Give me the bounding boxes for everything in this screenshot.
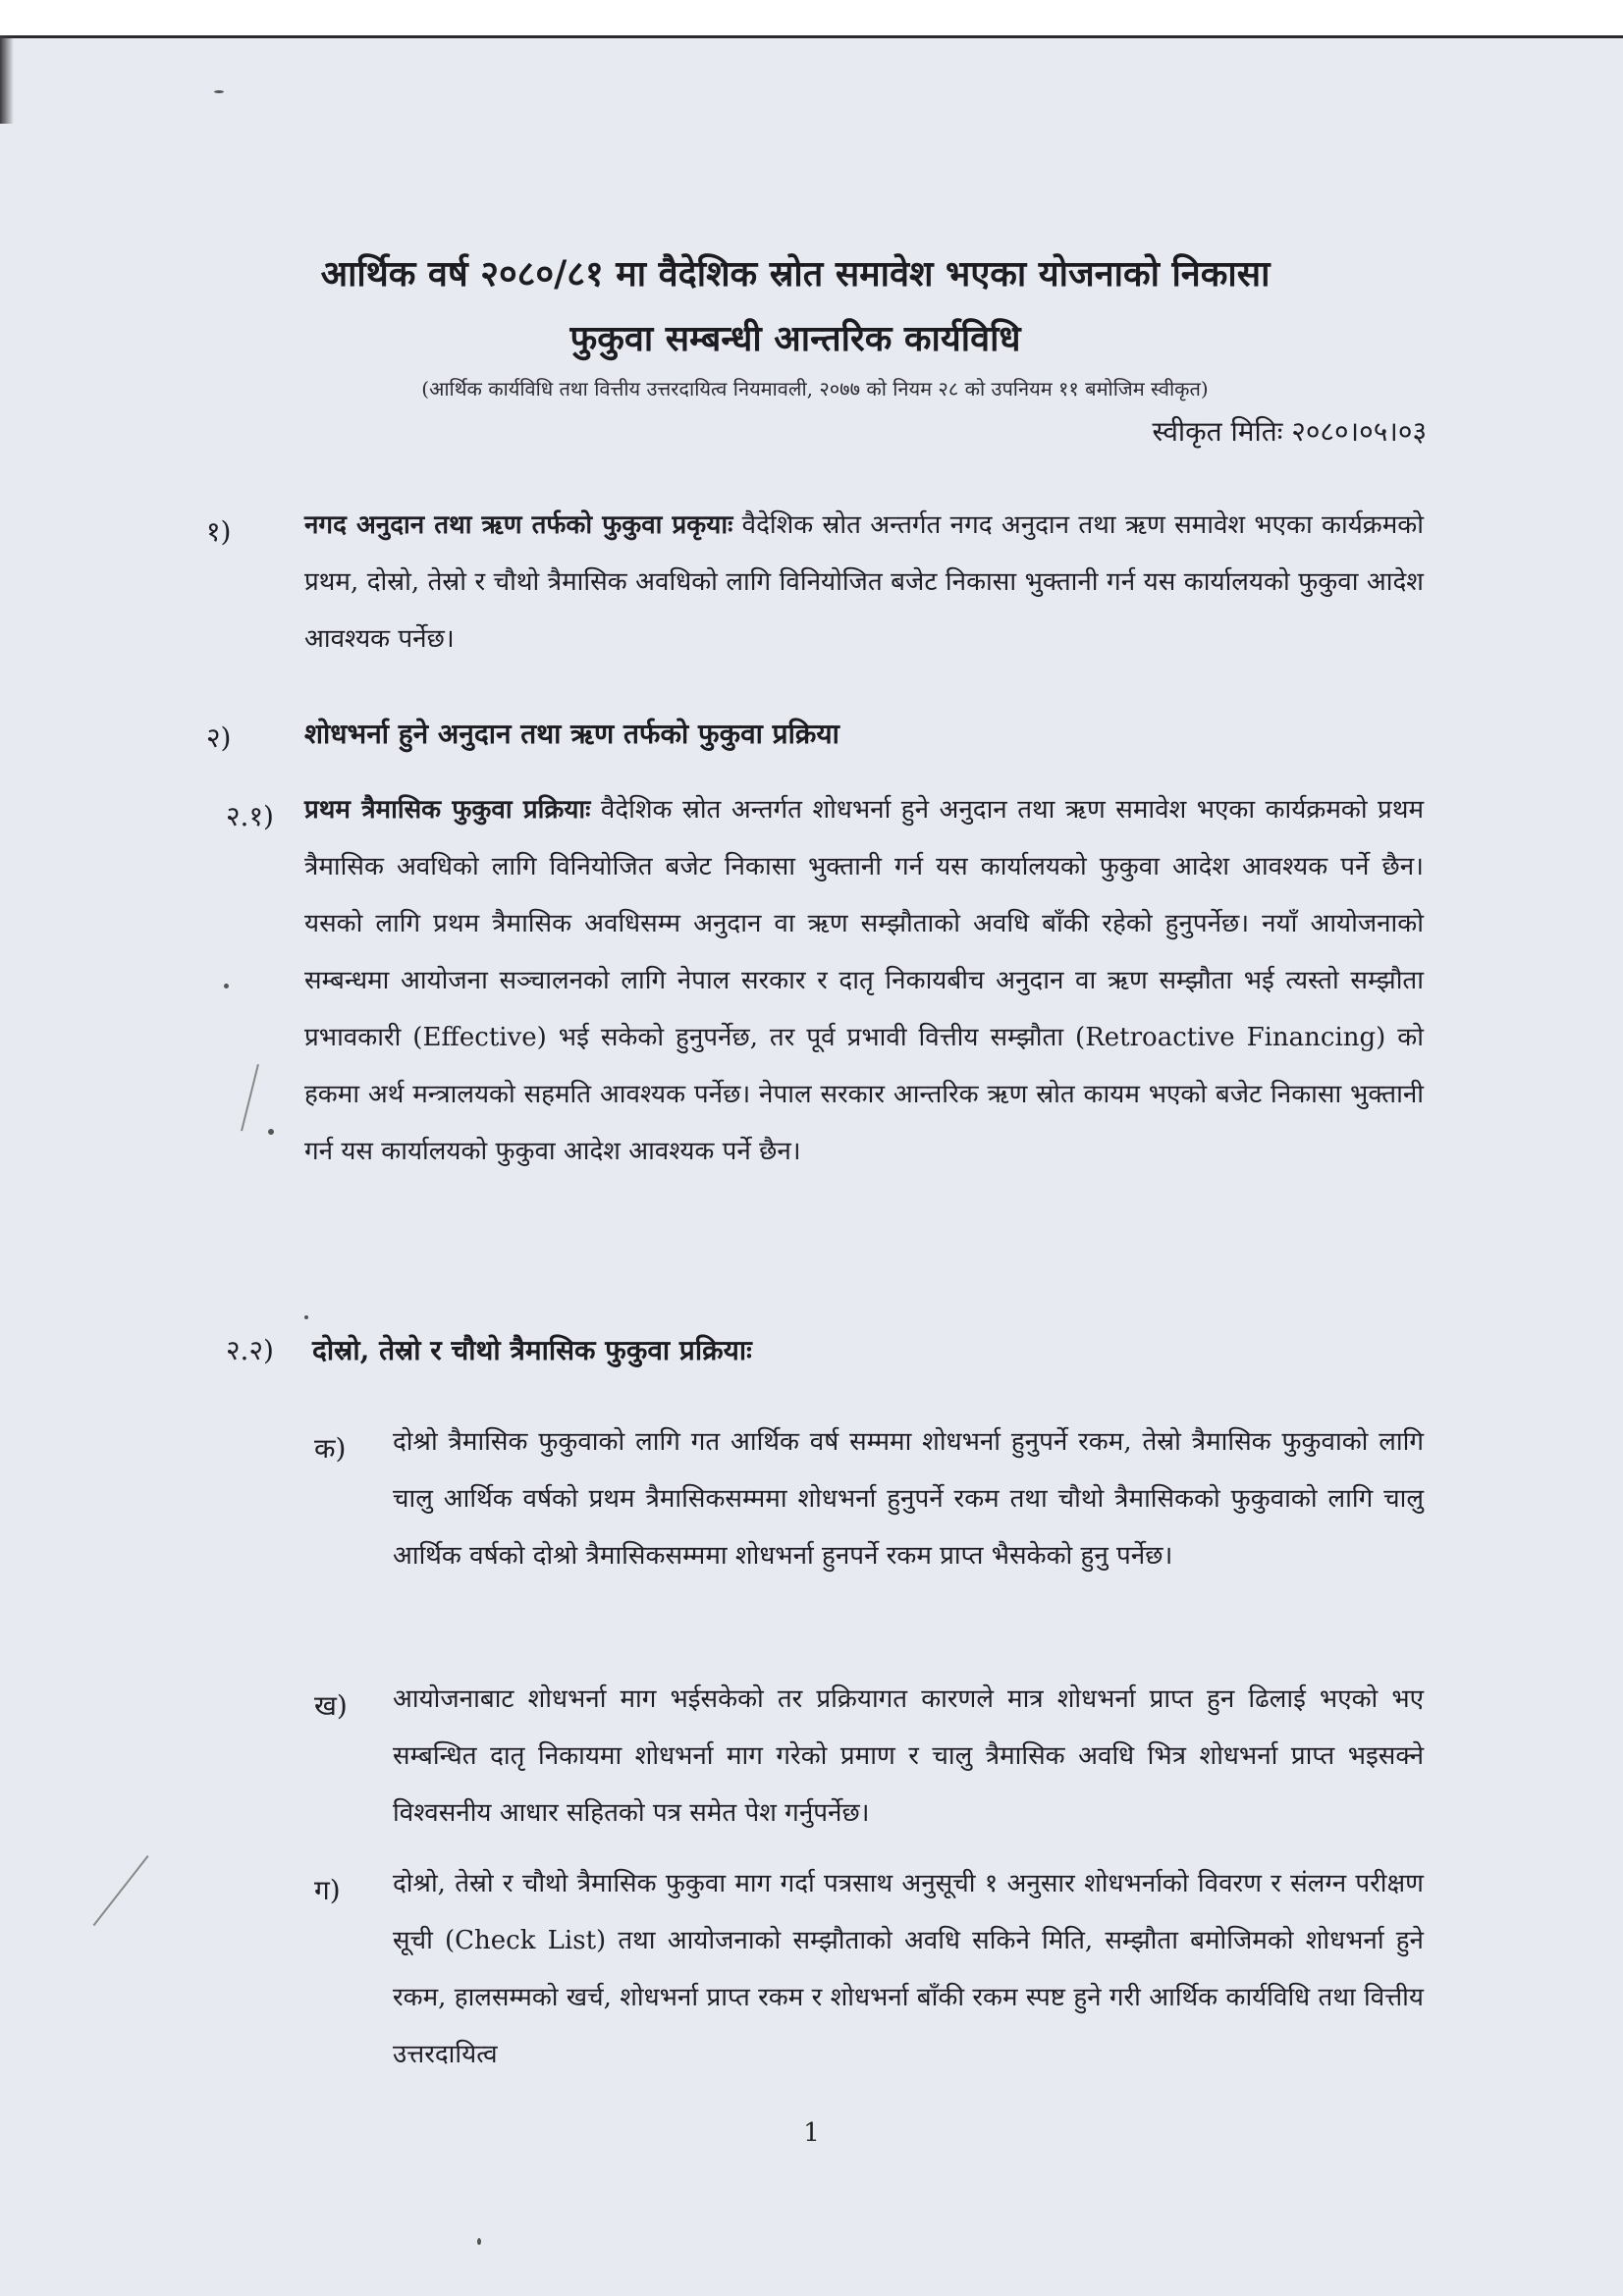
- section-1-paragraph: [304, 497, 1424, 667]
- section-1-number: १): [206, 515, 232, 548]
- section-2-heading: शोधभर्ना हुने अनुदान तथा ऋण तर्फको फुकुवा प्रक्रिया: [304, 718, 839, 750]
- approved-date: स्वीकृत मितिः २०८०।०५।०३: [1152, 415, 1427, 448]
- item-ga-label: ग): [314, 1874, 341, 1906]
- document-title-line-1: आर्थिक वर्ष २०८०/८१ मा वैदेशिक स्रोत समावेश भएका योजनाको निकासा: [320, 253, 1271, 294]
- document-subtitle: (आर्थिक कार्यविधि तथा वित्तीय उत्तरदायित्व नियमावली, २०७७ को नियम २८ को उपनियम ११ बमोजिम स्वीकृत): [421, 377, 1209, 400]
- page-number: 1: [803, 2118, 820, 2148]
- document-title-line-2: फुकुवा सम्बन्धी आन्तरिक कार्यविधि: [569, 318, 1021, 359]
- subsection-2-1-number: २.१): [226, 800, 274, 832]
- scan-speck: [224, 984, 229, 988]
- subsection-2-1-paragraph: [304, 781, 1424, 1180]
- scan-speck: [477, 2238, 481, 2245]
- section-1-text: वैदेशिक स्रोत अन्तर्गत नगद अनुदान तथा ऋण समावेश भएका कार्यक्रमको प्रथम, दोस्रो, तेस्रो र चौथो त्रैमासिक अवधिको लागि विनियोजित बजेट निकासा भुक्तानी गर्न यस कार्यालयको फुकुवा आदेश आवश्यक पर्नेछ।: [304, 510, 1425, 654]
- subsection-2-1-text: वैदेशिक स्रोत अन्तर्गत शोधभर्ना हुने अनुदान तथा ऋण समावेश भएका कार्यक्रमको प्रथम त्रैमासिक अवधिको लागि विनियोजित बजेट निकासा भुक्तानी गर्न यस कार्यालयको फुकुवा आदेश आवश्यक पर्ने छैन। यसको लागि प्रथम त्रैमासिक अवधिसम्म अनुदान वा ऋण सम्झौताको अवधि बाँकी रहेको हुनुपर्नेछ। नयाँ आयोजनाको सम्बन्धमा आयोजना सञ्चालनको लागि नेपाल सरकार र दातृ निकायबीच अनुदान वा ऋण सम्झौता भई त्यस्तो सम्झौता प्रभावकारी (Effective) भई सकेको हुनुपर्नेछ, तर पूर्व प्रभावी वित्तीय सम्झौता (Retroactive Financing) को हकमा अर्थ मन्त्रालयको सहमति आवश्यक पर्नेछ। नेपाल सरकार आन्तरिक ऋण स्रोत कायम भएको बजेट निकासा भुक्तानी गर्न यस कार्यालयको फुकुवा आदेश आवश्यक पर्ने छैन।: [304, 795, 1424, 1166]
- subsection-2-2-number: २.२): [226, 1334, 274, 1366]
- scan-corner-shadow: [0, 35, 14, 124]
- section-2-number: २): [206, 721, 232, 754]
- section-1-lead: नगद अनुदान तथा ऋण तर्फको फुकुवा प्रकृयाः: [304, 510, 733, 540]
- scan-speck: [304, 1315, 308, 1319]
- scan-stray-mark: [241, 1064, 259, 1131]
- scan-stray-mark: [93, 1855, 149, 1926]
- item-kha-text: आयोजनाबाट शोधभर्ना माग भईसकेको तर प्रक्रियागत कारणले मात्र शोधभर्ना प्राप्त हुन ढिलाई भएको भए सम्बन्धित दातृ निकायमा शोधभर्ना माग गरेको प्रमाण र चालु त्रैमासिक अवधि भित्र शोधभर्ना प्राप्त भइसक्ने विश्वसनीय आधार सहितको पत्र समेत पेश गर्नुपर्नेछ।: [393, 1684, 1424, 1828]
- item-ka-text: दोश्रो त्रैमासिक फुकुवाको लागि गत आर्थिक वर्ष सम्ममा शोधभर्ना हुनुपर्ने रकम, तेस्रो त्रैमासिक फुकुवाको लागि चालु आर्थिक वर्षको प्रथम त्रैमासिकसम्ममा शोधभर्ना हुनुपर्ने रकम तथा चौथो त्रैमासिकको फुकुवाको लागि चालु आर्थिक वर्षको दोश्रो त्रैमासिकसम्ममा शोधभर्ना हुनपर्ने रकम प्राप्त भैसकेको हुनु पर्नेछ।: [393, 1427, 1424, 1571]
- item-ka-label: क): [314, 1432, 347, 1465]
- subsection-2-2-heading: दोस्रो, तेस्रो र चौथो त्रैमासिक फुकुवा प्रक्रियाः: [312, 1334, 752, 1366]
- scan-top-edge: [0, 0, 1623, 38]
- item-ga-text: दोश्रो, तेस्रो र चौथो त्रैमासिक फुकुवा माग गर्दा पत्रसाथ अनुसूची १ अनुसार शोधभर्नाको विवरण र संलग्न परीक्षण सूची (Check List) तथा आयोजनाको सम्झौताको अवधि सकिने मिति, सम्झौता बमोजिमको शोधभर्ना हुने रकम, हालसम्मको खर्च, शोधभर्ना प्राप्त रकम र शोधभर्ना बाँकी रकम स्पष्ट हुने गरी आर्थिक कार्यविधि तथा वित्तीय उत्तरदायित्व: [393, 1869, 1424, 2069]
- scan-speck: [268, 1129, 274, 1135]
- scan-speck: [214, 90, 224, 93]
- item-kha-label: ख): [314, 1689, 348, 1722]
- subsection-2-1-lead: प्रथम त्रैमासिक फुकुवा प्रक्रियाः: [304, 795, 591, 825]
